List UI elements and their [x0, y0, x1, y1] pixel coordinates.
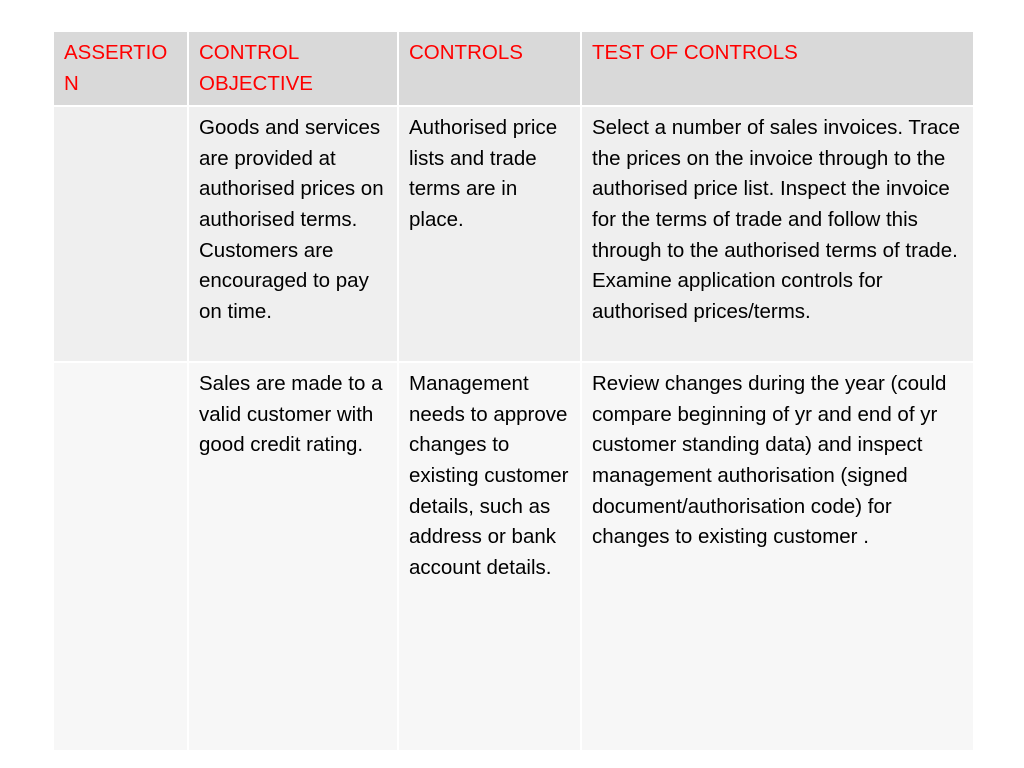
header-controls: CONTROLS	[398, 31, 581, 106]
cell-control-objective: Goods and services are provided at authorised prices on authorised terms. Customers are encouraged to pay on time.	[188, 106, 398, 362]
header-assertion: ASSERTION	[53, 31, 188, 106]
cell-assertion	[53, 106, 188, 362]
table-row	[53, 362, 974, 751]
header-test-of-controls: TEST OF CONTROLS	[581, 31, 974, 106]
cell-control-objective: Sales are made to a valid customer with good credit rating.	[188, 362, 398, 751]
table-header	[53, 31, 974, 106]
cell-controls: Authorised price lists and trade terms are in place.	[398, 106, 581, 362]
controls-table	[52, 30, 975, 752]
table-row	[53, 106, 974, 362]
header-row	[53, 31, 974, 106]
cell-assertion	[53, 362, 188, 751]
cell-test-of-controls: Review changes during the year (could compare beginning of yr and end of yr customer standing data) and inspect management authorisation (signed document/authorisation code) for changes to existing customer .	[581, 362, 974, 751]
cell-test-of-controls: Select a number of sales invoices. Trace the prices on the invoice through to the authorised price list. Inspect the invoice for the terms of trade and follow this through to the authorised terms of trade. Examine application controls for authorised prices/terms.	[581, 106, 974, 362]
table-body	[53, 106, 974, 751]
cell-controls: Management needs to approve changes to existing customer details, such as address or bank account details.	[398, 362, 581, 751]
header-control-objective: CONTROL OBJECTIVE	[188, 31, 398, 106]
